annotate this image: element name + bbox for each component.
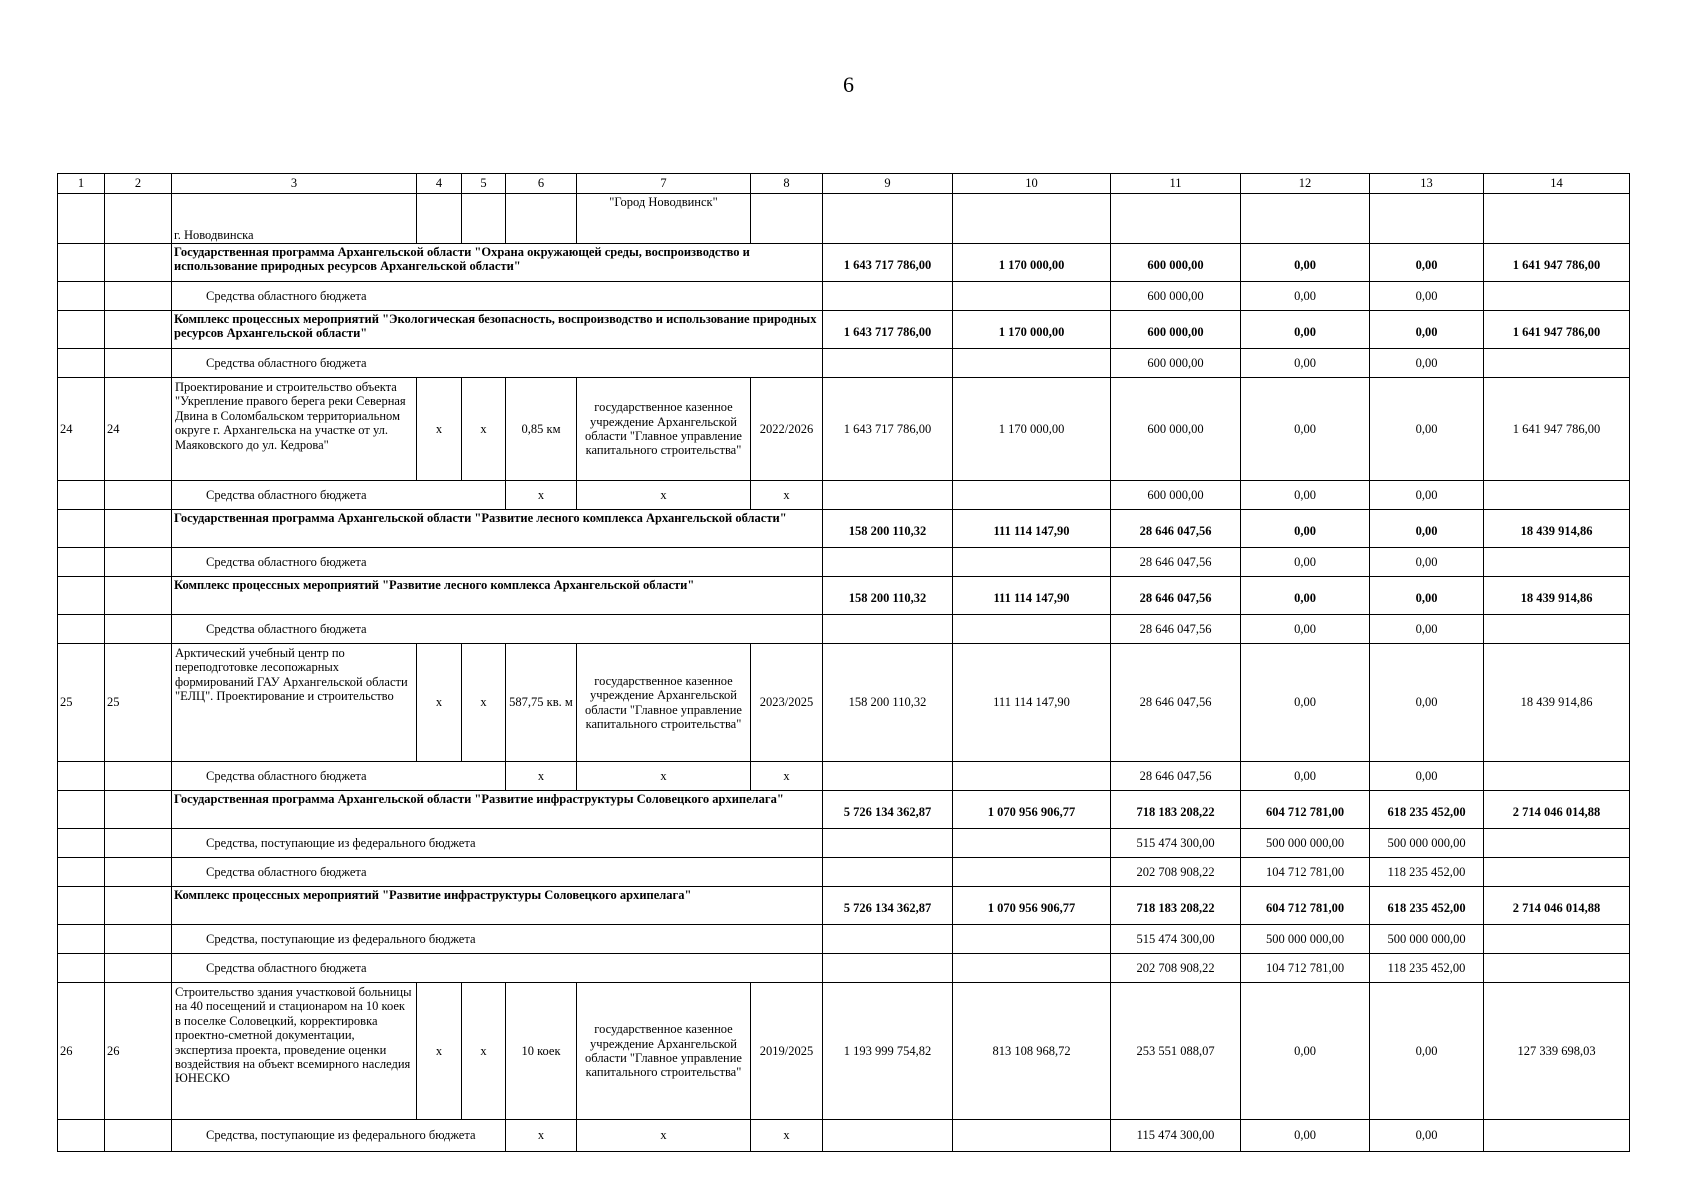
cell-value: 0,00 xyxy=(1241,983,1370,1120)
table-row-continuation xyxy=(58,194,1630,244)
cell-value: х xyxy=(506,481,577,510)
continuation-name: г. Новодвинска xyxy=(172,194,417,244)
cell-value: 111 114 147,90 xyxy=(953,510,1111,548)
cell-value: 0,00 xyxy=(1370,378,1484,481)
funding-source-name: Средства областного бюджета xyxy=(172,548,823,577)
cell-value: 2 714 046 014,88 xyxy=(1484,887,1630,925)
cell-value: 515 474 300,00 xyxy=(1111,925,1241,954)
cell-value: 0,00 xyxy=(1370,644,1484,762)
cell-value: 1 170 000,00 xyxy=(953,378,1111,481)
program-name: Государственная программа Архангельской области "Охрана окружающей среды, воспроизводство и использование природных ресурсов Архангельской области" xyxy=(172,244,823,282)
period-cell: 2022/2026 xyxy=(751,378,823,481)
cell-value: 0,00 xyxy=(1241,282,1370,311)
cell-value: х xyxy=(751,481,823,510)
program-name: Государственная программа Архангельской области "Развитие инфраструктуры Соловецкого архипелага" xyxy=(172,791,823,829)
table-row xyxy=(58,983,1630,1120)
complex-name: Комплекс процессных мероприятий "Развитие лесного комплекса Архангельской области" xyxy=(172,577,823,615)
cell-total: 1 643 717 786,00 xyxy=(823,378,953,481)
funding-source-name: Средства, поступающие из федерального бюджета xyxy=(172,925,823,954)
column-number: 2 xyxy=(105,174,172,194)
complex-name: Комплекс процессных мероприятий "Развитие инфраструктуры Соловецкого архипелага" xyxy=(172,887,823,925)
row-number: 25 xyxy=(58,644,105,762)
cell-value: 18 439 914,86 xyxy=(1484,510,1630,548)
cell-total: 158 200 110,32 xyxy=(823,644,953,762)
cell-value: 118 235 452,00 xyxy=(1370,954,1484,983)
row-number: 26 xyxy=(105,983,172,1120)
cell-value: 0,00 xyxy=(1370,282,1484,311)
cell-value: 500 000 000,00 xyxy=(1370,829,1484,858)
cell-value: 604 712 781,00 xyxy=(1241,887,1370,925)
row-number: 26 xyxy=(58,983,105,1120)
cell-value: 253 551 088,07 xyxy=(1111,983,1241,1120)
cell-value: 604 712 781,00 xyxy=(1241,791,1370,829)
funding-source-name: Средства, поступающие из федерального бюджета xyxy=(172,1120,506,1152)
cell-value: 115 474 300,00 xyxy=(1111,1120,1241,1152)
cell-value: 600 000,00 xyxy=(1111,378,1241,481)
cell-value: х xyxy=(462,644,506,762)
column-number: 6 xyxy=(506,174,577,194)
cell-value: 0,00 xyxy=(1370,481,1484,510)
cell-value: 111 114 147,90 xyxy=(953,577,1111,615)
object-name: Арктический учебный центр по переподготовке лесопожарных формирований ГАУ Архангельской области "ЕЛЦ". Проектирование и строительство xyxy=(172,644,417,762)
complex-row xyxy=(58,887,1630,925)
funding-source-row xyxy=(58,349,1630,378)
cell-value: 600 000,00 xyxy=(1111,481,1241,510)
complex-name: Комплекс процессных мероприятий "Экологическая безопасность, воспроизводство и использование природных ресурсов Архангельской области" xyxy=(172,311,823,349)
funding-source-name: Средства областного бюджета xyxy=(172,858,823,887)
funding-source-row xyxy=(58,615,1630,644)
cell-value: 28 646 047,56 xyxy=(1111,548,1241,577)
cell-value: 813 108 968,72 xyxy=(953,983,1111,1120)
cell-value: 600 000,00 xyxy=(1111,282,1241,311)
row-number: 24 xyxy=(105,378,172,481)
cell-value: 0,00 xyxy=(1241,510,1370,548)
cell-value: 600 000,00 xyxy=(1111,244,1241,282)
column-number: 4 xyxy=(417,174,462,194)
funding-source-row xyxy=(58,954,1630,983)
row-number: 24 xyxy=(58,378,105,481)
cell-value: 118 235 452,00 xyxy=(1370,858,1484,887)
cell-value: 2 714 046 014,88 xyxy=(1484,791,1630,829)
budget-table xyxy=(57,173,1630,1152)
complex-row xyxy=(58,311,1630,349)
continuation-executor: "Город Новодвинск" xyxy=(577,194,751,244)
cell-value: 202 708 908,22 xyxy=(1111,858,1241,887)
column-number: 7 xyxy=(577,174,751,194)
cell-value: 202 708 908,22 xyxy=(1111,954,1241,983)
cell-total: 5 726 134 362,87 xyxy=(823,791,953,829)
cell-value: 0,00 xyxy=(1370,510,1484,548)
column-number: 1 xyxy=(58,174,105,194)
funding-source-row xyxy=(58,282,1630,311)
cell-value: 500 000 000,00 xyxy=(1241,925,1370,954)
cell-total: 158 200 110,32 xyxy=(823,510,953,548)
cell-value: 1 170 000,00 xyxy=(953,311,1111,349)
cell-value: 515 474 300,00 xyxy=(1111,829,1241,858)
funding-source-row xyxy=(58,858,1630,887)
cell-value: 0,00 xyxy=(1241,311,1370,349)
capacity-cell: 0,85 км xyxy=(506,378,577,481)
cell-value: 0,00 xyxy=(1241,644,1370,762)
object-name: Строительство здания участковой больницы на 40 посещений и стационаром на 10 коек в поселке Соловецкий, корректировка проектно-сметной документации, экспертиза проекта, проведение оценки воздействия на объект всемирного наследия ЮНЕСКО xyxy=(172,983,417,1120)
funding-source-row xyxy=(58,481,1630,510)
table-row xyxy=(58,644,1630,762)
program-row xyxy=(58,791,1630,829)
executor-cell: государственное казенное учреждение Архангельской области "Главное управление капитального строительства" xyxy=(577,378,751,481)
cell-value: 28 646 047,56 xyxy=(1111,644,1241,762)
cell-value: х xyxy=(417,983,462,1120)
funding-source-name: Средства областного бюджета xyxy=(172,615,823,644)
column-number: 13 xyxy=(1370,174,1484,194)
cell-value: 618 235 452,00 xyxy=(1370,887,1484,925)
cell-value: 104 712 781,00 xyxy=(1241,954,1370,983)
cell-value: 0,00 xyxy=(1370,244,1484,282)
cell-value: 0,00 xyxy=(1370,311,1484,349)
cell-value: х xyxy=(577,762,751,791)
program-name: Государственная программа Архангельской области "Развитие лесного комплекса Архангельской области" xyxy=(172,510,823,548)
cell-value: х xyxy=(751,762,823,791)
cell-value: 600 000,00 xyxy=(1111,311,1241,349)
cell-total: 1 193 999 754,82 xyxy=(823,983,953,1120)
funding-source-row xyxy=(58,925,1630,954)
funding-source-row xyxy=(58,829,1630,858)
funding-source-name: Средства областного бюджета xyxy=(172,282,823,311)
cell-value: х xyxy=(577,1120,751,1152)
cell-value: 0,00 xyxy=(1370,577,1484,615)
cell-value: х xyxy=(417,644,462,762)
cell-value: 0,00 xyxy=(1241,378,1370,481)
funding-source-name: Средства областного бюджета xyxy=(172,349,823,378)
column-number: 10 xyxy=(953,174,1111,194)
column-number: 5 xyxy=(462,174,506,194)
capacity-cell: 10 коек xyxy=(506,983,577,1120)
cell-value: 0,00 xyxy=(1370,615,1484,644)
cell-value: 1 070 956 906,77 xyxy=(953,887,1111,925)
cell-value: 0,00 xyxy=(1241,615,1370,644)
cell-value: 0,00 xyxy=(1241,548,1370,577)
cell-value: 127 339 698,03 xyxy=(1484,983,1630,1120)
cell-total: 1 643 717 786,00 xyxy=(823,244,953,282)
cell-value: 0,00 xyxy=(1241,244,1370,282)
cell-value: х xyxy=(506,762,577,791)
cell-value: х xyxy=(462,983,506,1120)
executor-cell: государственное казенное учреждение Архангельской области "Главное управление капитального строительства" xyxy=(577,983,751,1120)
program-row xyxy=(58,510,1630,548)
cell-value: 1 170 000,00 xyxy=(953,244,1111,282)
program-row xyxy=(58,244,1630,282)
cell-value: 718 183 208,22 xyxy=(1111,887,1241,925)
cell-value: х xyxy=(417,378,462,481)
cell-total: 5 726 134 362,87 xyxy=(823,887,953,925)
cell-value: 1 641 947 786,00 xyxy=(1484,378,1630,481)
period-cell: 2019/2025 xyxy=(751,983,823,1120)
column-number-row xyxy=(58,174,1630,194)
column-number: 8 xyxy=(751,174,823,194)
cell-value: 500 000 000,00 xyxy=(1370,925,1484,954)
cell-value: 28 646 047,56 xyxy=(1111,577,1241,615)
cell-total: 1 643 717 786,00 xyxy=(823,311,953,349)
column-number: 3 xyxy=(172,174,417,194)
cell-value: 0,00 xyxy=(1370,983,1484,1120)
cell-value: 718 183 208,22 xyxy=(1111,791,1241,829)
cell-value: 600 000,00 xyxy=(1111,349,1241,378)
row-number: 25 xyxy=(105,644,172,762)
funding-source-row xyxy=(58,548,1630,577)
period-cell: 2023/2025 xyxy=(751,644,823,762)
cell-value: 0,00 xyxy=(1241,481,1370,510)
object-name: Проектирование и строительство объекта "Укрепление правого берега реки Северная Двина в Соломбальском территориальном округе г. Архангельска на участке от ул. Маяковского до ул. Кедрова" xyxy=(172,378,417,481)
cell-value: 0,00 xyxy=(1241,349,1370,378)
cell-value: х xyxy=(462,378,506,481)
cell-value: х xyxy=(751,1120,823,1152)
cell-value: 0,00 xyxy=(1241,577,1370,615)
cell-value: 500 000 000,00 xyxy=(1241,829,1370,858)
cell-value: 18 439 914,86 xyxy=(1484,644,1630,762)
complex-row xyxy=(58,577,1630,615)
cell-total: 158 200 110,32 xyxy=(823,577,953,615)
table-row xyxy=(58,378,1630,481)
page-number: 6 xyxy=(843,72,854,97)
funding-source-name: Средства, поступающие из федерального бюджета xyxy=(172,829,823,858)
cell-value: 1 070 956 906,77 xyxy=(953,791,1111,829)
cell-value: 18 439 914,86 xyxy=(1484,577,1630,615)
funding-source-name: Средства областного бюджета xyxy=(172,481,506,510)
cell-value: 0,00 xyxy=(1370,762,1484,791)
cell-value: 28 646 047,56 xyxy=(1111,762,1241,791)
cell-value: 28 646 047,56 xyxy=(1111,615,1241,644)
funding-source-row xyxy=(58,1120,1630,1152)
column-number: 9 xyxy=(823,174,953,194)
funding-source-row xyxy=(58,762,1630,791)
cell-value: 0,00 xyxy=(1370,548,1484,577)
funding-source-name: Средства областного бюджета xyxy=(172,954,823,983)
cell-value: 111 114 147,90 xyxy=(953,644,1111,762)
cell-value: 618 235 452,00 xyxy=(1370,791,1484,829)
funding-source-name: Средства областного бюджета xyxy=(172,762,506,791)
cell-value: 1 641 947 786,00 xyxy=(1484,311,1630,349)
capacity-cell: 587,75 кв. м xyxy=(506,644,577,762)
cell-value: х xyxy=(506,1120,577,1152)
cell-value: х xyxy=(577,481,751,510)
column-number: 12 xyxy=(1241,174,1370,194)
executor-cell: государственное казенное учреждение Архангельской области "Главное управление капитального строительства" xyxy=(577,644,751,762)
column-number: 11 xyxy=(1111,174,1241,194)
column-number: 14 xyxy=(1484,174,1630,194)
cell-value: 1 641 947 786,00 xyxy=(1484,244,1630,282)
cell-value: 28 646 047,56 xyxy=(1111,510,1241,548)
cell-value: 0,00 xyxy=(1370,349,1484,378)
cell-value: 104 712 781,00 xyxy=(1241,858,1370,887)
cell-value: 0,00 xyxy=(1241,1120,1370,1152)
cell-value: 0,00 xyxy=(1370,1120,1484,1152)
cell-value: 0,00 xyxy=(1241,762,1370,791)
